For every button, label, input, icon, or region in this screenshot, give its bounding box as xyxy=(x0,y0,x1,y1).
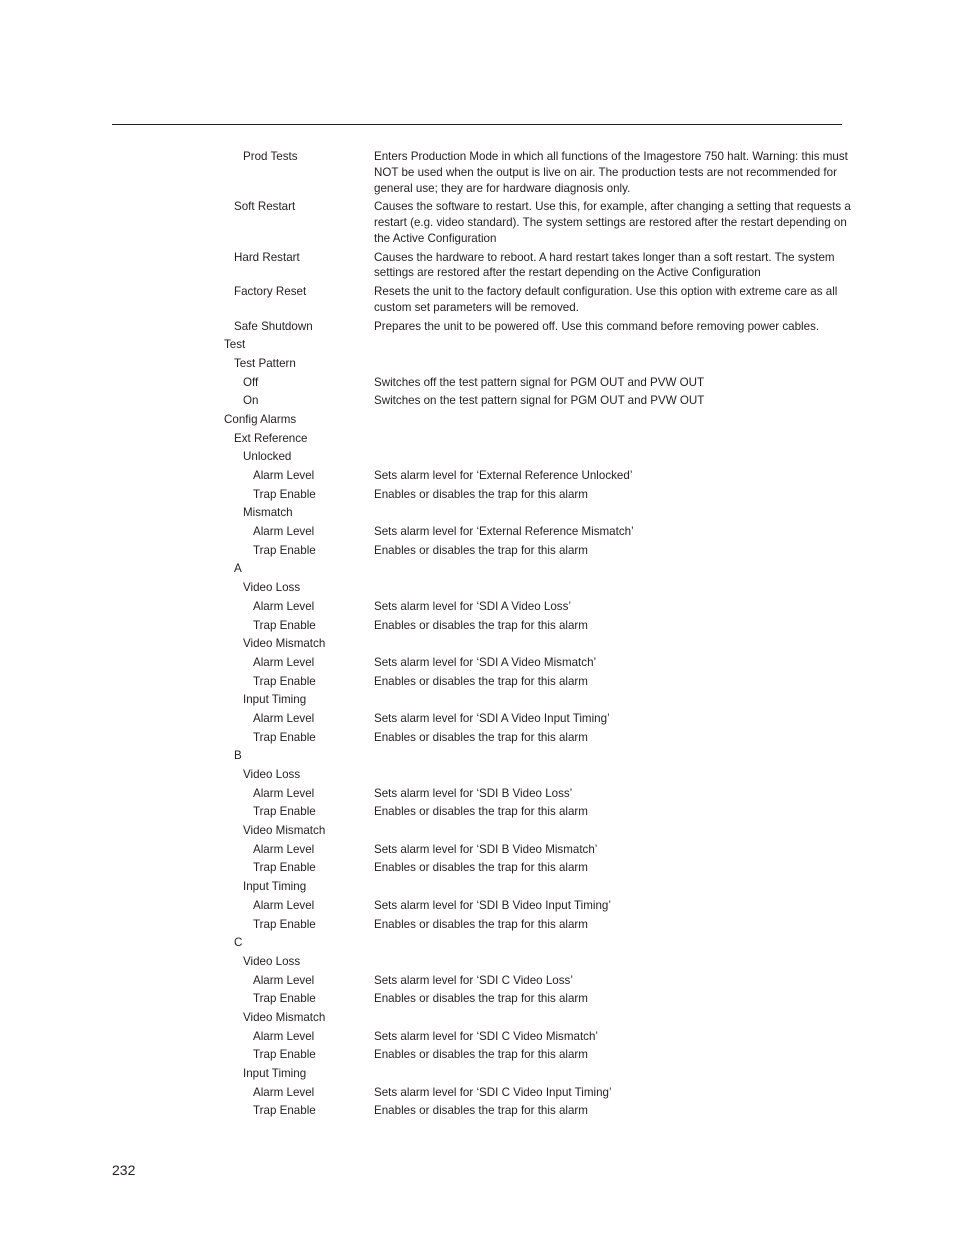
menu-row xyxy=(224,618,864,634)
menu-item-description: Enables or disables the trap for this alarm xyxy=(374,992,588,1006)
menu-item-label: Factory Reset xyxy=(234,285,307,299)
menu-item-label: Hard Restart xyxy=(234,250,300,264)
menu-item-label: Prod Tests xyxy=(243,150,298,163)
menu-item-label: Test Pattern xyxy=(234,356,296,370)
menu-row xyxy=(224,636,864,652)
menu-row xyxy=(224,786,864,802)
menu-row xyxy=(224,524,864,540)
menu-item-description: Sets alarm level for ‘External Reference Unlocked’ xyxy=(374,469,633,483)
menu-row xyxy=(224,561,864,577)
menu-row xyxy=(224,935,864,951)
menu-item-label: Soft Restart xyxy=(234,200,296,214)
menu-item-description xyxy=(374,505,856,521)
menu-item-label: Video Mismatch xyxy=(243,637,326,651)
menu-item-description xyxy=(374,412,856,428)
menu-item-label: Alarm Level xyxy=(253,469,315,483)
menu-item-label: Alarm Level xyxy=(253,1029,315,1043)
menu-item-label: Trap Enable xyxy=(253,543,316,557)
menu-row xyxy=(224,655,864,671)
menu-row xyxy=(224,149,864,196)
menu-item-description xyxy=(374,767,856,783)
menu-reference-table xyxy=(224,149,864,1122)
menu-item-description: Enables or disables the trap for this alarm xyxy=(374,1104,588,1118)
menu-row xyxy=(224,319,864,335)
menu-row xyxy=(224,674,864,690)
menu-item-label: Alarm Level xyxy=(253,599,315,613)
menu-item-description xyxy=(374,449,856,465)
menu-item-label: Trap Enable xyxy=(253,1048,316,1062)
menu-row xyxy=(224,543,864,559)
menu-row xyxy=(224,468,864,484)
menu-item-description: Enables or disables the trap for this alarm xyxy=(374,917,588,931)
menu-item-label: B xyxy=(234,749,242,763)
menu-row xyxy=(224,879,864,895)
menu-item-description: Switches on the test pattern signal for PGM OUT and PVW OUT xyxy=(374,394,705,408)
menu-item-description: Enables or disables the trap for this alarm xyxy=(374,730,588,744)
menu-row xyxy=(224,284,864,316)
menu-row xyxy=(224,730,864,746)
menu-item-description: Sets alarm level for ‘SDI C Video Mismatch’ xyxy=(374,1029,599,1043)
menu-row xyxy=(224,898,864,914)
menu-item-label: Alarm Level xyxy=(253,786,315,800)
menu-item-label: Alarm Level xyxy=(253,973,315,987)
menu-item-description: Causes the software to restart. Use this, for example, after changing a setting that requests a restart (e.g. video standard). The system settings are restored after the restart depending on the Active Configuration xyxy=(374,200,851,245)
menu-item-label: Video Loss xyxy=(243,954,301,968)
menu-item-description: Sets alarm level for ‘SDI B Video Input Timing’ xyxy=(374,898,611,912)
menu-row xyxy=(224,356,864,372)
menu-item-label: Video Loss xyxy=(243,581,301,595)
menu-item-description xyxy=(374,356,856,372)
menu-item-label: Unlocked xyxy=(243,450,292,464)
menu-item-description: Causes the hardware to reboot. A hard restart takes longer than a soft restart. The system settings are restored after the restart depending on the Active Configuration xyxy=(374,250,835,280)
menu-item-description xyxy=(374,879,856,895)
page-number: 232 xyxy=(112,1162,136,1178)
menu-item-label: Alarm Level xyxy=(253,525,315,539)
menu-item-label: Alarm Level xyxy=(253,655,315,669)
menu-row xyxy=(224,692,864,708)
menu-item-label: Input Timing xyxy=(243,1067,307,1081)
menu-item-description xyxy=(374,823,856,839)
menu-item-description xyxy=(374,1066,856,1082)
menu-row xyxy=(224,991,864,1007)
menu-row xyxy=(224,823,864,839)
menu-row xyxy=(224,1029,864,1045)
menu-row xyxy=(224,393,864,409)
menu-item-description xyxy=(374,748,856,764)
menu-row xyxy=(224,449,864,465)
menu-item-description xyxy=(374,636,856,652)
menu-row xyxy=(224,250,864,282)
menu-row xyxy=(224,199,864,246)
menu-row xyxy=(224,505,864,521)
menu-item-description xyxy=(374,580,856,596)
menu-row xyxy=(224,412,864,428)
menu-item-label: Trap Enable xyxy=(253,992,316,1006)
menu-item-label: Input Timing xyxy=(243,880,307,894)
menu-item-description: Sets alarm level for ‘SDI A Video Input Timing’ xyxy=(374,711,610,725)
menu-item-label: Off xyxy=(243,375,259,389)
menu-item-label: Trap Enable xyxy=(253,805,316,819)
menu-item-label: Alarm Level xyxy=(253,898,315,912)
menu-row xyxy=(224,1047,864,1063)
menu-item-label: Video Mismatch xyxy=(243,1010,326,1024)
menu-item-label: Ext Reference xyxy=(234,431,308,445)
menu-row xyxy=(224,860,864,876)
menu-item-label: Safe Shutdown xyxy=(234,319,313,333)
menu-row xyxy=(224,431,864,447)
menu-item-description: Sets alarm level for ‘SDI A Video Loss’ xyxy=(374,599,571,613)
menu-item-description: Enables or disables the trap for this alarm xyxy=(374,674,588,688)
menu-item-description xyxy=(374,431,856,447)
menu-row xyxy=(224,375,864,391)
menu-item-label: Alarm Level xyxy=(253,1085,315,1099)
menu-item-description: Sets alarm level for ‘SDI C Video Input Timing’ xyxy=(374,1085,612,1099)
menu-row xyxy=(224,954,864,970)
menu-item-description: Enables or disables the trap for this alarm xyxy=(374,543,588,557)
menu-item-description: Switches off the test pattern signal for PGM OUT and PVW OUT xyxy=(374,375,705,389)
menu-row xyxy=(224,842,864,858)
menu-item-description: Sets alarm level for ‘SDI B Video Loss’ xyxy=(374,786,573,800)
menu-item-description: Prepares the unit to be powered off. Use this command before removing power cables. xyxy=(374,319,820,333)
menu-row xyxy=(224,1010,864,1026)
menu-item-description xyxy=(374,935,856,951)
menu-item-description: Enables or disables the trap for this alarm xyxy=(374,805,588,819)
header-rule xyxy=(112,124,842,125)
menu-item-description: Sets alarm level for ‘SDI C Video Loss’ xyxy=(374,973,573,987)
menu-item-description: Enables or disables the trap for this alarm xyxy=(374,487,588,501)
menu-item-description xyxy=(374,561,856,577)
menu-item-label: Trap Enable xyxy=(253,1104,316,1118)
menu-item-label: Trap Enable xyxy=(253,618,316,632)
menu-item-label: Alarm Level xyxy=(253,711,315,725)
menu-item-label: A xyxy=(234,562,242,576)
menu-item-label: On xyxy=(243,394,259,408)
menu-row xyxy=(224,917,864,933)
menu-row xyxy=(224,580,864,596)
menu-item-label: Input Timing xyxy=(243,693,307,707)
menu-item-label: Trap Enable xyxy=(253,861,316,875)
menu-row xyxy=(224,711,864,727)
menu-item-label: Video Loss xyxy=(243,768,301,782)
menu-item-label: Trap Enable xyxy=(253,917,316,931)
menu-row xyxy=(224,1103,864,1119)
menu-row xyxy=(224,748,864,764)
menu-item-description: Sets alarm level for ‘SDI A Video Mismatch’ xyxy=(374,655,597,669)
menu-item-label: Video Mismatch xyxy=(243,824,326,838)
menu-item-description: Resets the unit to the factory default configuration. Use this option with extreme care as all custom set parameters will be removed. xyxy=(374,285,838,314)
menu-item-label: Test xyxy=(224,338,246,352)
menu-item-label: Alarm Level xyxy=(253,842,315,856)
menu-row xyxy=(224,804,864,820)
menu-item-description: Enters Production Mode in which all functions of the Imagestore 750 halt. Warning: this must NOT be used when the output is live on air. The production tests are not recommended for general use; they are for hardware diagnosis only. xyxy=(374,150,848,195)
menu-item-label: Mismatch xyxy=(243,506,293,520)
menu-item-description xyxy=(374,337,856,353)
menu-item-description: Enables or disables the trap for this alarm xyxy=(374,1048,588,1062)
menu-row xyxy=(224,1066,864,1082)
menu-item-label: Trap Enable xyxy=(253,487,316,501)
menu-row xyxy=(224,973,864,989)
menu-row xyxy=(224,1085,864,1101)
menu-item-label: Trap Enable xyxy=(253,730,316,744)
menu-item-label: Config Alarms xyxy=(224,412,297,426)
menu-item-description xyxy=(374,692,856,708)
menu-row xyxy=(224,487,864,503)
menu-row xyxy=(224,337,864,353)
menu-item-label: Trap Enable xyxy=(253,674,316,688)
menu-item-description: Sets alarm level for ‘SDI B Video Mismatch’ xyxy=(374,842,598,856)
menu-item-label: C xyxy=(234,936,243,950)
menu-item-description: Sets alarm level for ‘External Reference Mismatch’ xyxy=(374,525,634,539)
menu-row xyxy=(224,767,864,783)
menu-item-description xyxy=(374,1010,856,1026)
menu-item-description: Enables or disables the trap for this alarm xyxy=(374,618,588,632)
menu-row xyxy=(224,599,864,615)
menu-item-description xyxy=(374,954,856,970)
menu-item-description: Enables or disables the trap for this alarm xyxy=(374,861,588,875)
